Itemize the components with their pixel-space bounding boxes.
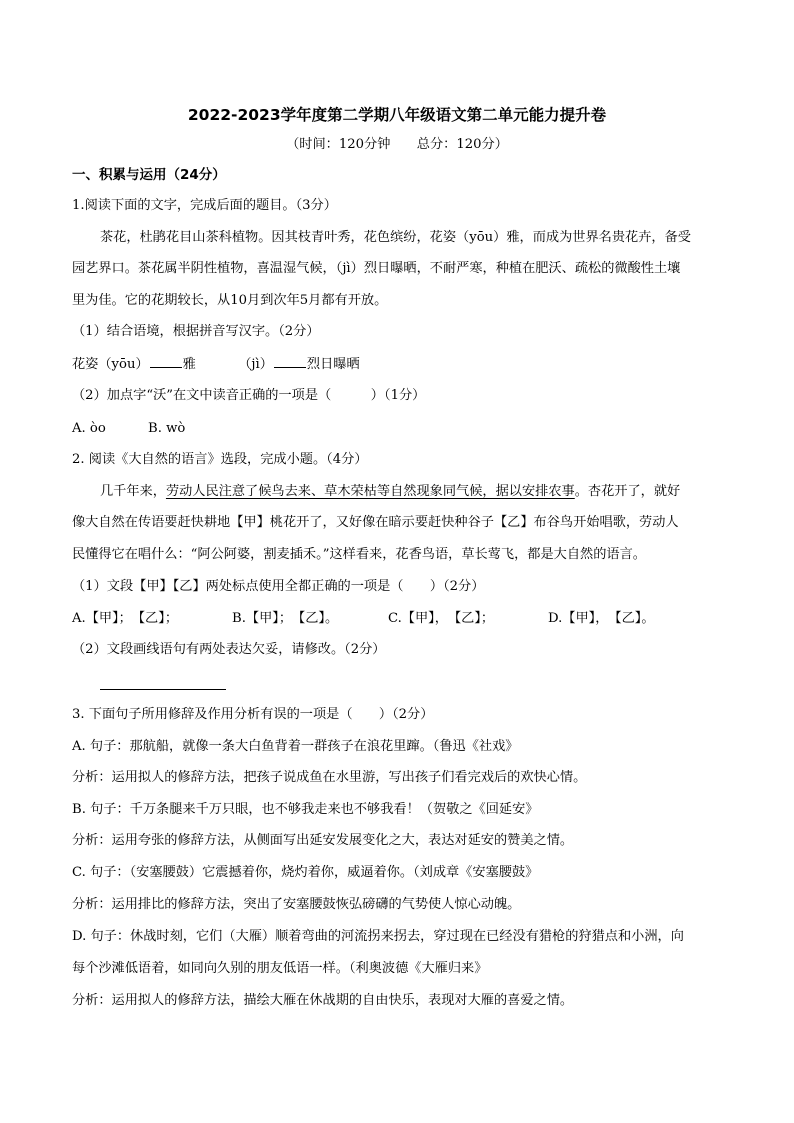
q3-option-d-sentence: D. 句子：休战时刻，它们（大雁）顺着弯曲的河流拐来拐去，穿过现在已经没有猎枪的狩猎点和小洲，向: [72, 929, 684, 944]
q3-option-c-sentence: C. 句子：（安塞腰鼓）它震撼着你，烧灼着你，威逼着你。（刘成章《安塞腰鼓》: [72, 865, 539, 880]
answer-line[interactable]: [100, 688, 226, 690]
q1-item-b-tail: 烈日曝晒: [306, 357, 360, 372]
q3-option-a-analysis: 分析：运用拟人的修辞方法，把孩子说成鱼在水里游，写出孩子们看完戏后的欢快心情。: [72, 770, 587, 785]
q2-passage-line: 像大自然在传语要赶快耕地【甲】桃花开了，又好像在暗示要赶快种谷子【乙】布谷鸟开始唱歌，劳动人: [72, 515, 679, 530]
q2-option-c: C.【甲】， 【乙】；: [388, 611, 495, 626]
q1-passage-line: 茶花，杜鹃花目山茶科植物。因其枝青叶秀，花色缤纷，花姿（yōu）雅，而成为世界名贵花卉，备受: [100, 230, 691, 245]
q1-sub1: （1）结合语境，根据拼音写汉字。（2分）: [72, 324, 320, 339]
q1-item-b-pinyin: （jì）: [238, 357, 273, 372]
q2-passage-line: 民懂得它在唱什么：“阿公阿婆，割麦插禾。”这样看来，花香鸟语，草长莺飞，都是大自然的语言。: [72, 547, 646, 562]
q3-option-d-analysis: 分析：运用拟人的修辞方法，描绘大雁在休战期的自由快乐，表现对大雁的喜爱之情。: [72, 993, 574, 1008]
q3-option-b-sentence: B. 句子：千万条腿来千万只眼，也不够我走来也不够我看！（贺敬之《回延安》: [72, 802, 539, 817]
q1-item-a-pinyin: 花姿（yōu）: [72, 357, 149, 372]
q1-option-a: A. òo: [72, 421, 106, 436]
q3-option-a-sentence: A. 句子：那航船，就像一条大白鱼背着一群孩子在浪花里蹿。（鲁迅《社戏》: [72, 739, 519, 754]
q1-stem: 1.阅读下面的文字，完成后面的题目。（3分）: [72, 198, 337, 213]
q1-passage-line: 里为佳。它的花期较长，从10月到次年5月都有开放。: [72, 293, 388, 308]
q3-stem: 3. 下面句子所用修辞及作用分析有误的一项是（ ）（2分）: [72, 707, 434, 722]
q2-sub2: （2）文段画线语句有两处表达欠妥，请修改。（2分）: [72, 642, 386, 657]
q1-sub1-items: [72, 355, 360, 374]
q3-option-b-analysis: 分析：运用夸张的修辞方法，从侧面写出延安发展变化之大，表达对延安的赞美之情。: [72, 833, 574, 848]
q1-sub2: （2）加点字“沃”在文中读音正确的一项是（ ）（1分）: [72, 388, 426, 403]
q2-sub1: （1）文段【甲】【乙】两处标点使用全都正确的一项是（ ）（2分）: [72, 579, 485, 594]
q2-passage-text: 几千年来，: [100, 484, 166, 499]
q1-item-a-tail: 雅: [182, 357, 196, 372]
q3-option-d-sentence: 每个沙滩低语着，如同向久别的朋友低语一样。（利奥波德《大雁归来》: [72, 961, 488, 976]
q2-passage-line: [100, 483, 680, 501]
answer-blank[interactable]: [150, 355, 182, 368]
q3-option-c-analysis: 分析：运用排比的修辞方法，突出了安塞腰鼓恢弘磅礴的气势使人惊心动魄。: [72, 897, 521, 912]
q2-passage-text: 。杏花开了，就好: [574, 484, 681, 499]
q1-passage-line: 园艺界口。茶花属半阴性植物，喜温湿气候，（jì）烈日曝晒，不耐严寒，种植在肥沃、疏松的微酸性土壤: [72, 261, 681, 276]
q2-stem: 2. 阅读《大自然的语言》选段，完成小题。（4分）: [72, 452, 368, 467]
page-title: 2022-2023学年度第二学期八年级语文第二单元能力提升卷: [187, 106, 607, 124]
q2-option-d: D.【甲】， 【乙】。: [548, 611, 655, 626]
answer-blank[interactable]: [274, 355, 306, 368]
page-subtitle: （时间：120分钟 总分：120分）: [286, 137, 508, 152]
q2-underlined-sentence: 劳动人民注意了候鸟去来、草木荣枯等自然现象同气候，据以安排农事: [165, 484, 575, 499]
q2-option-b: B.【甲】； 【乙】。: [232, 611, 339, 626]
section-heading: 一、积累与运用（24分）: [72, 167, 226, 183]
q1-option-b: B. wò: [148, 421, 186, 436]
q2-option-a: A.【甲】； 【乙】；: [72, 611, 179, 626]
